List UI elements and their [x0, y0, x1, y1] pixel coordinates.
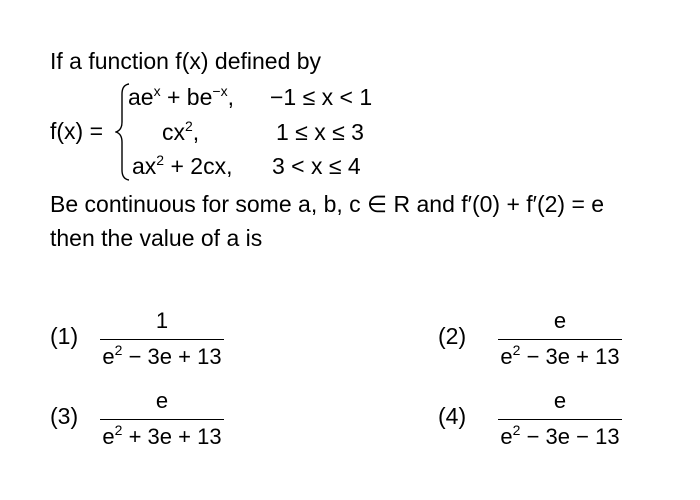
case-1-expression: $ae^x + be^{-x}$, — [128, 83, 234, 110]
option-3-fraction[interactable] — [100, 390, 224, 448]
function-label: f(x) = — [50, 118, 104, 144]
fraction-bar — [498, 339, 622, 340]
option-4-label[interactable]: (4) — [438, 403, 467, 429]
fraction-bar — [498, 419, 622, 420]
case-3-expression: $ax^2 + 2cx$, — [132, 152, 233, 179]
option-2-denominator: $e^2 - 3e + 13$ — [500, 342, 620, 370]
option-1-fraction[interactable] — [100, 310, 224, 368]
option-2-fraction[interactable] — [498, 310, 622, 368]
option-3-denominator: $e^2 + 3e + 13$ — [102, 422, 222, 450]
option-1-label[interactable]: (1) — [50, 323, 79, 349]
option-1-numerator: 1 — [155, 308, 169, 333]
option-1-denominator: $e^2 - 3e + 13$ — [102, 342, 222, 370]
case-1-condition: −1 ≤ x < 1 — [270, 84, 373, 110]
option-3-numerator: e — [155, 388, 169, 413]
option-2-label[interactable]: (2) — [438, 323, 467, 349]
fraction-bar — [100, 339, 224, 340]
option-3-label[interactable]: (3) — [50, 403, 79, 429]
option-2-numerator: e — [553, 308, 567, 333]
case-2-condition: 1 ≤ x ≤ 3 — [276, 119, 364, 145]
option-4-denominator: $e^2 - 3e - 13$ — [500, 422, 620, 450]
option-4-numerator: e — [553, 388, 567, 413]
question-line-2: Be continuous for some a, b, c ∈ R and f′(0) + f′(2) = e — [50, 191, 605, 217]
fraction-bar — [100, 419, 224, 420]
case-3-condition: 3 < x ≤ 4 — [272, 153, 361, 179]
option-4-fraction[interactable] — [498, 390, 622, 448]
question-line-3: then the value of a is — [50, 225, 263, 251]
question-line-1: If a function f(x) defined by — [50, 48, 322, 74]
case-2-expression: $cx^2$, — [162, 118, 200, 145]
